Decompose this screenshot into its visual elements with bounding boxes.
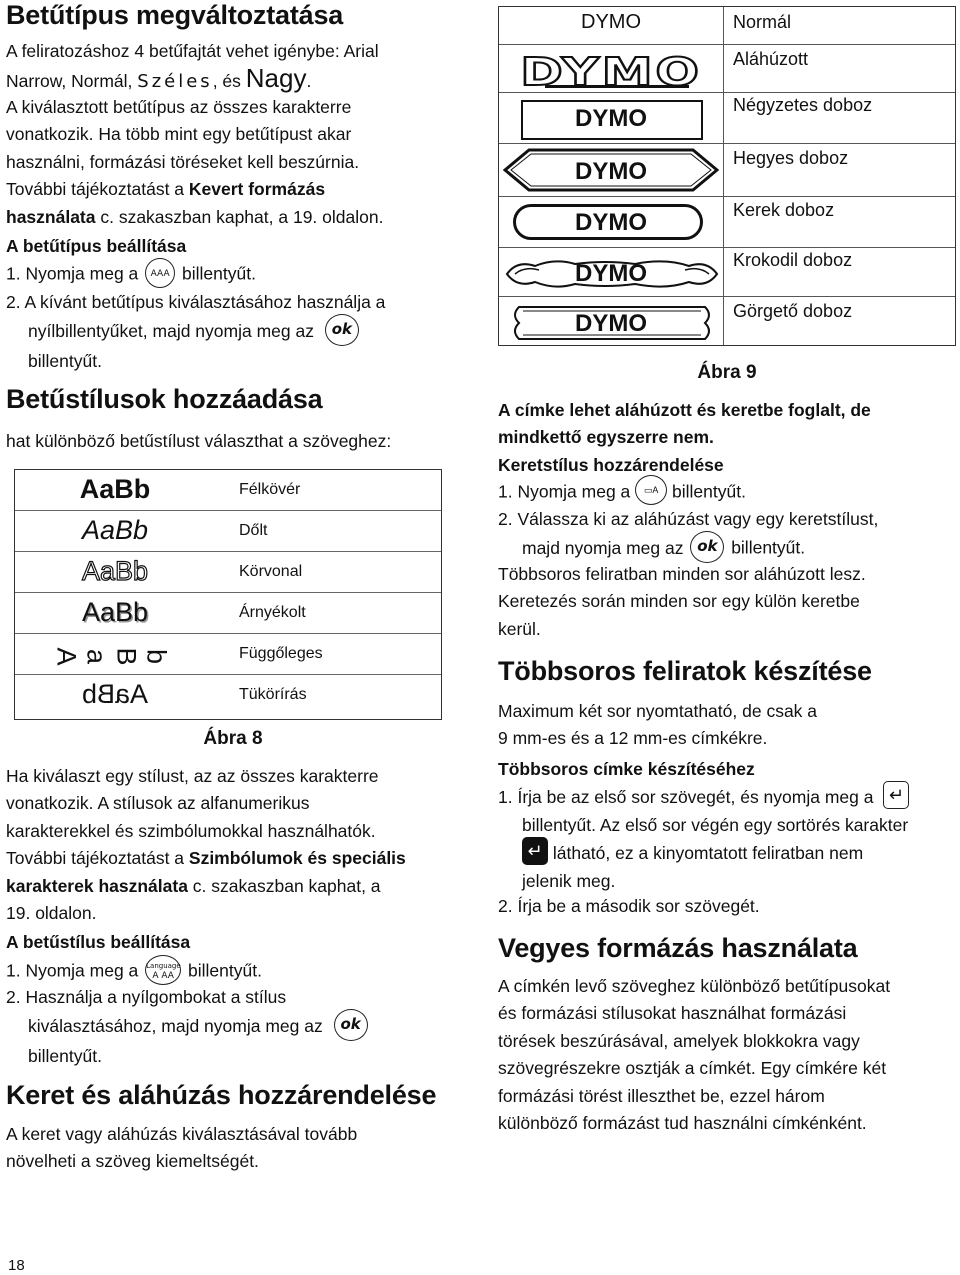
line-break-char-icon: ↵ (522, 837, 548, 865)
style-label: Félkövér (239, 481, 301, 498)
paragraph-style-details: Ha kiválaszt egy stílust, az az összes karakterre vonatkozik. A stílusok az alfanumerikus karakterekkel és szimbólumokkal használhatók. További tájékoztatást a Szimbólumok és speciális karakterek használata c. szakaszban kaphat, a 19. oldalon. (6, 766, 406, 924)
style-label: Függőleges (239, 645, 323, 662)
font-key-icon: AAA (145, 258, 175, 288)
step-style-1: 1. Nyomja meg a Language A AA billentyűt. (6, 957, 262, 987)
note-underline-frame: A címke lehet aláhúzott és keretbe foglalt, de mindkettő egyszerre nem. (498, 400, 871, 447)
subheading-style-setting: A betűstílus beállítása (6, 932, 191, 952)
enter-key-icon: ↵ (883, 781, 909, 809)
frame-sample-underline: DYMO (520, 50, 702, 94)
step-frame-2: 2. Válassza ki az aláhúzást vagy egy keretstílust, majd nyomja meg az ok billentyűt. (498, 506, 878, 565)
subheading-font-setting: A betűtípus beállítása (6, 236, 187, 256)
style-label: Körvonal (239, 563, 303, 580)
subheading-frame-setting: Keretstílus hozzárendelése (498, 455, 724, 475)
ok-key-icon: ok (325, 314, 359, 346)
step-font-1: 1. Nyomja meg a AAA billentyűt. (6, 260, 256, 290)
style-sample-outline: AaBb (81, 556, 149, 586)
figure-8-caption: Ábra 8 (203, 728, 263, 749)
paragraph-multiline: Maximum két sor nyomtatható, de csak a 9 mm-es és a 12 mm-es címkékre. (498, 701, 818, 749)
frame-label: Aláhúzott (733, 49, 809, 69)
font-sample-big: Nagy (245, 63, 307, 94)
style-sample-shadow: AaBb (81, 597, 149, 627)
frame-label: Normál (733, 12, 792, 32)
link-mixed-format: Kevert formázás (188, 179, 326, 200)
heading-mixed: Vegyes formázás használata (498, 933, 858, 963)
frame-sample-rounded: DYMO (575, 209, 647, 236)
style-sample-bold: AaBb (79, 474, 151, 504)
frame-label: Kerek doboz (733, 200, 835, 220)
frame-sample-normal: DYMO (581, 11, 641, 33)
frame-label: Négyzetes doboz (733, 95, 873, 115)
underline-bar (545, 85, 689, 88)
frame-key-icon: ▭A (635, 475, 667, 505)
ok-key-icon: ok (690, 531, 724, 563)
step-font-2: 2. A kívánt betűtípus kiválasztásához használja a nyílbillentyűket, majd nyomja meg az ok billentyűt. (6, 292, 386, 372)
frame-sample-square: DYMO (575, 105, 647, 132)
link-symbols: Szimbólumok és speciális (188, 848, 406, 869)
frame-sample-pointed: DYMO (575, 158, 647, 185)
language-key-icon: Language A AA (145, 955, 181, 985)
frame-label: Görgető doboz (733, 301, 853, 321)
paragraph-mixed: A címkén levő szöveghez különböző betűtípusokat és formázási stílusokat használhat formázási törések beszúrásával, amelyek blokkokra vagy szövegrészekre osztják a címkét. Egy címkére két formázási törést illeszthet be, ezzel három különböző formázást tud használni címkénként. (498, 976, 891, 1134)
figure-8-style-table (14, 469, 442, 720)
style-label: Árnyékolt (239, 604, 306, 621)
figure-9-caption: Ábra 9 (697, 362, 757, 383)
frame-label: Krokodil doboz (733, 250, 853, 270)
step-style-2: 2. Használja a nyílgombokat a stílus kiválasztásához, majd nyomja meg az ok billentyűt. (6, 984, 370, 1071)
step-frame-1: 1. Nyomja meg a ▭A billentyűt. (498, 478, 746, 508)
style-sample-italic: AaBb (81, 515, 149, 545)
page-number: 18 (8, 1257, 25, 1274)
heading-frame: Keret és aláhúzás hozzárendelése (6, 1080, 437, 1110)
paragraph-style-intro: hat különböző betűstílust választhat a szöveghez: (6, 431, 392, 451)
style-sample-vertical: A a B b (51, 647, 172, 666)
style-label: Dőlt (239, 522, 268, 539)
heading-multiline: Többsoros feliratok készítése (498, 656, 872, 686)
step-multiline-1: 1. Írja be az első sor szövegét, és nyomja meg a ↵ billentyűt. Az első sor végén egy sortörés karakter ↵ látható, ez a kinyomtatott feliratban nem jelenik meg. (498, 784, 909, 896)
paragraph-font-intro: A feliratozáshoz 4 betűfajtát vehet igénybe: Arial Narrow, Normál, Széles, és Nagy. (6, 41, 379, 94)
heading-style: Betűstílusok hozzáadása (6, 384, 323, 414)
subheading-multiline-create: Többsoros címke készítéséhez (498, 759, 755, 779)
step-multiline-2: 2. Írja be a második sor szövegét. (498, 896, 760, 916)
heading-font: Betűtípus megváltoztatása (6, 0, 344, 30)
style-sample-mirror: AaBb (81, 679, 149, 709)
paragraph-font-details: A kiválasztott betűtípus az összes karakterre vonatkozik. Ha több mint egy betűtípust akar használni, formázási töréseket kell beszúrnia. További tájékoztatást a Kevert formázás használata c. szakaszban kaphat, a 19. oldalon. (6, 97, 384, 227)
frame-sample-scroll: DYMO (575, 310, 647, 337)
ok-key-icon: ok (334, 1009, 368, 1041)
font-sample-wide: Széles (137, 71, 213, 93)
paragraph-frame-multiline: Többsoros feliratban minden sor aláhúzott lesz. Keretezés során minden sor egy külön keretbe kerül. (498, 564, 866, 639)
frame-label: Hegyes doboz (733, 148, 849, 168)
style-label: Tükörírás (239, 686, 307, 703)
frame-sample-crocodile: DYMO (575, 260, 647, 287)
paragraph-frame: A keret vagy aláhúzás kiválasztásával tovább növelheti a szöveg kiemeltségét. (6, 1124, 358, 1172)
figure-9-frame-table (498, 6, 956, 346)
